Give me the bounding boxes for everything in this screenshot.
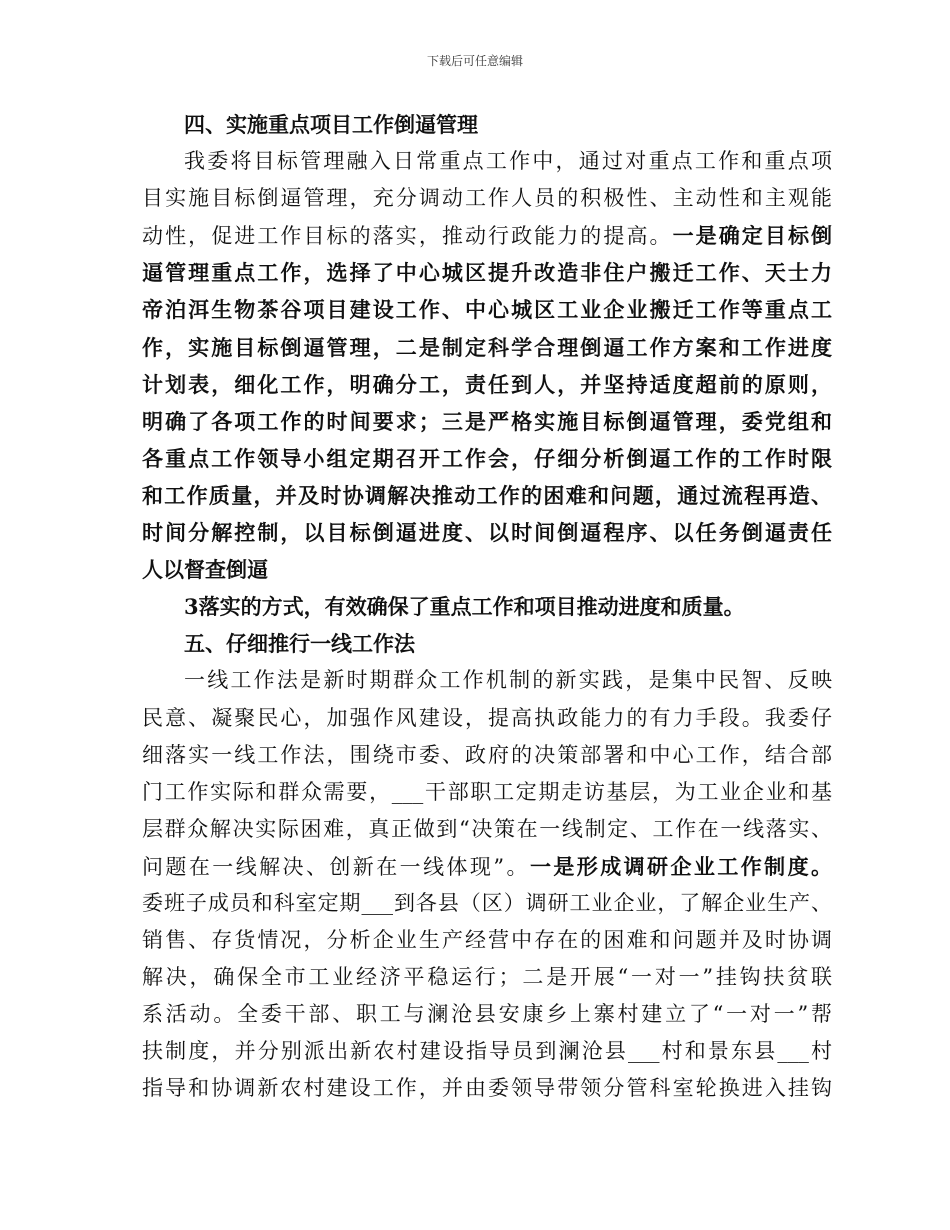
text-line — [142, 811, 832, 848]
body-text: 门工作实际和群众需要，___干部职工定期走访基层，为工业企业和基 — [142, 779, 832, 804]
bold-text: 作，实施目标倒逼管理，二是制定科学合理倒逼工作方案和工作进度 — [142, 334, 832, 360]
text-line — [142, 143, 832, 180]
text-line — [142, 329, 832, 366]
text-line — [142, 551, 832, 588]
body-text: 扶制度，并分别派出新农村建设指导员到澜沧县___村和景东县___村 — [142, 1039, 832, 1064]
bold-text: 各重点工作领导小组定期召开工作会，仔细分析倒逼工作的工作时限 — [142, 445, 832, 471]
body-text: 指导和协调新农村建设工作，并由委领导带领分管科室轮换进入挂钩 — [142, 1076, 832, 1101]
text-line — [142, 440, 832, 477]
text-line — [142, 959, 832, 996]
text-line — [142, 848, 832, 885]
body-text: 解决，确保全市工业经济平稳运行；二是开展“一对一”挂钩扶贫联 — [142, 965, 832, 990]
body-text: 目实施目标倒逼管理，充分调动工作人员的积极性、主动性和主观能 — [142, 186, 832, 211]
text-line — [142, 996, 832, 1033]
text-line — [142, 477, 832, 514]
text-line — [142, 291, 832, 328]
bold-text: 和工作质量，并及时协调解决推动工作的困难和问题，通过流程再造、 — [142, 482, 832, 508]
bold-text: 3落实的方式，有效确保了重点工作和项目推动进度和质量。 — [184, 594, 745, 620]
text-line — [142, 1033, 832, 1070]
bold-text: 一是确定目标倒 — [672, 223, 833, 249]
body-text: 一线工作法是新时期群众工作机制的新实践，是集中民智、反映 — [184, 668, 832, 693]
text-line — [142, 774, 832, 811]
bold-text: 五、仔细推行一线工作法 — [184, 631, 415, 657]
bold-text: 计划表，细化工作，明确分工，责任到人，并坚持适度超前的原则， — [142, 371, 832, 397]
body-text: 系活动。全委干部、职工与澜沧县安康乡上寨村建立了“一对一”帮 — [142, 1002, 832, 1027]
body-text: 问题在一线解决、创新在一线体现”。 — [142, 854, 530, 879]
text-line — [142, 366, 832, 403]
body-text: 销售、存货情况，分析企业生产经营中存在的困难和问题并及时协调 — [142, 928, 832, 953]
text-line — [142, 662, 832, 699]
text-line — [142, 217, 832, 254]
text-line — [142, 403, 832, 440]
text-line — [142, 700, 832, 737]
body-text: 细落实一线工作法，围绕市委、政府的决策部署和中心工作，结合部 — [142, 742, 832, 767]
bold-text: 逼管理重点工作，选择了中心城区提升改造非住户搬迁工作、天士力 — [142, 260, 832, 286]
text-line — [142, 737, 832, 774]
text-line — [142, 625, 832, 662]
text-line — [142, 922, 832, 959]
bold-text: 人以督查倒逼 — [142, 557, 268, 583]
text-line — [142, 588, 832, 625]
body-text: 民意、凝聚民心，加强作风建设，提高执政能力的有力手段。我委仔 — [142, 705, 832, 730]
text-line — [142, 106, 832, 143]
page-header: 下载后可任意编辑 — [426, 54, 523, 68]
body-text: 委班子成员和科室定期___到各县（区）调研工业企业，了解企业生产、 — [142, 890, 832, 915]
text-line — [142, 885, 832, 922]
body-text: 我委将目标管理融入日常重点工作中，通过对重点工作和重点项 — [184, 149, 832, 174]
text-line — [142, 514, 832, 551]
document-body — [142, 106, 832, 1108]
text-line — [142, 180, 832, 217]
bold-text: 帝泊洱生物茶谷项目建设工作、中心城区工业企业搬迁工作等重点工 — [142, 297, 832, 323]
bold-text: 明确了各项工作的时间要求；三是严格实施目标倒逼管理，委党组和 — [142, 408, 832, 434]
bold-text: 一是形成调研企业工作制度。 — [529, 853, 833, 879]
body-text: 动性，促进工作目标的落实，推动行政能力的提高。 — [142, 224, 673, 249]
body-text: 层群众解决实际困难，真正做到“决策在一线制定、工作在一线落实、 — [142, 816, 832, 841]
text-line — [142, 1070, 832, 1107]
bold-text: 四、实施重点项目工作倒逼管理 — [184, 112, 478, 137]
text-line — [142, 254, 832, 291]
bold-text: 时间分解控制，以目标倒逼进度、以时间倒逼程序、以任务倒逼责任 — [142, 520, 832, 546]
